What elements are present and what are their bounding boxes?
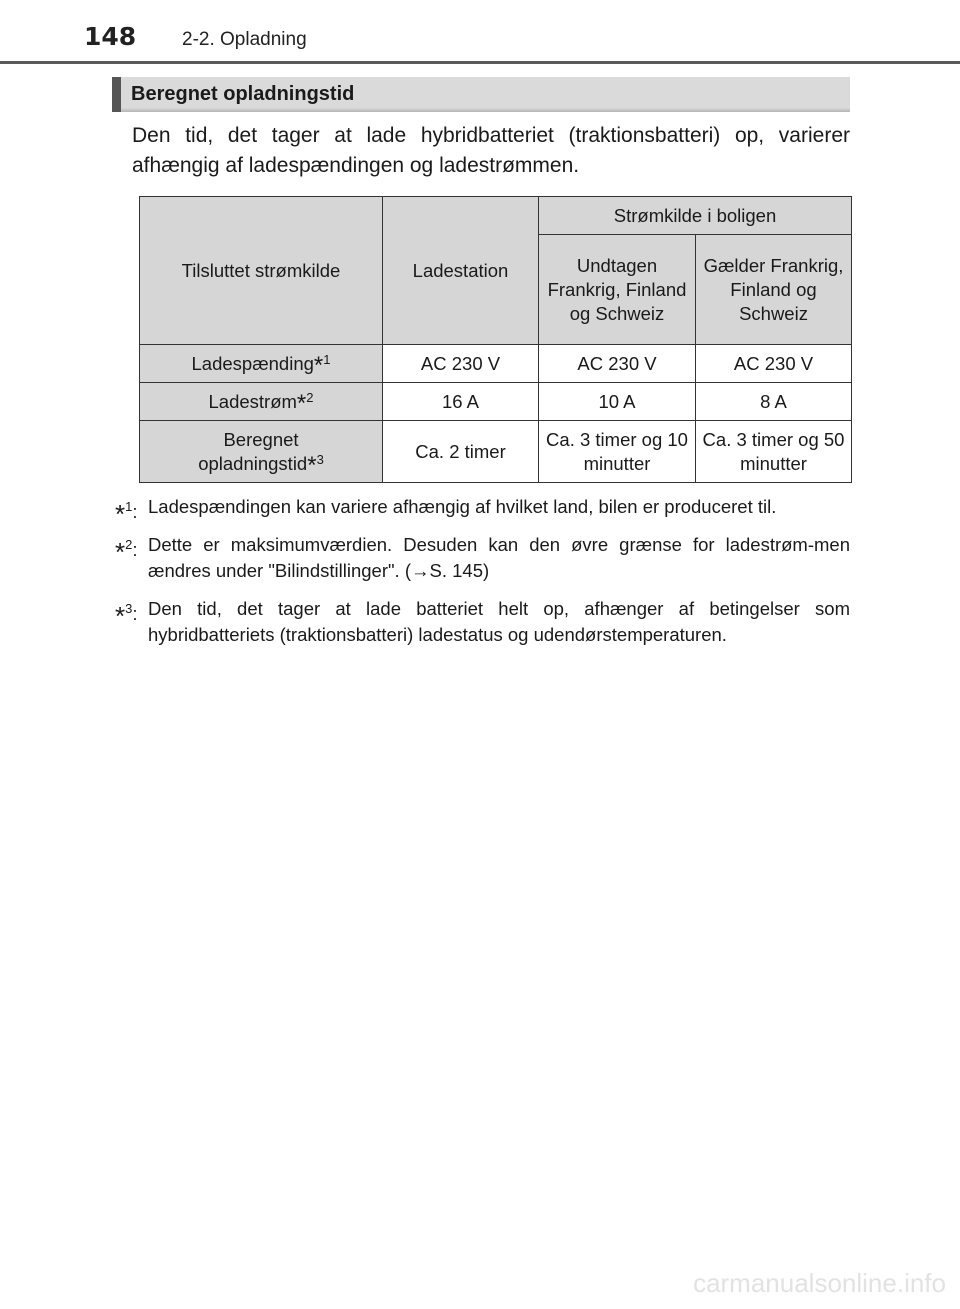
page-number: 148 bbox=[84, 22, 137, 51]
footnote-1 bbox=[115, 494, 850, 529]
table-row-current bbox=[140, 383, 852, 421]
charging-spec-table bbox=[139, 196, 852, 483]
intro-paragraph: Den tid, det tager at lade hybridbatteriet (traktionsbatteri) op, varierer afhængig af ladespændingen og ladestrømmen. bbox=[132, 124, 850, 177]
footnote-text: Dette er maksimumværdien. Desuden kan den øvre grænse for ladestrøm-men ændres under "Bilindstillinger". (→S. 145) bbox=[148, 534, 850, 581]
watermark: carmanualsonline.info bbox=[693, 1268, 946, 1298]
row-label-charging-time: Beregnet opladningstid*$^3$ bbox=[140, 421, 383, 483]
cell-voltage-excl: AC 230 V bbox=[539, 345, 696, 383]
cell-voltage-station: AC 230 V bbox=[383, 345, 539, 383]
footnote-marker: *$^3$: bbox=[115, 601, 138, 631]
footnote-marker: *$^1$: bbox=[115, 499, 138, 529]
row-label-voltage: Ladespænding*$^1$ bbox=[140, 345, 383, 383]
footnote-3 bbox=[115, 596, 850, 648]
header-connected-source: Tilsluttet strømkilde bbox=[140, 197, 383, 345]
footnote-text: Den tid, det tager at lade batteriet helt op, afhænger af betingelser som hybridbatteriets (traktionsbatteri) ladestatus og udendørstemperaturen. bbox=[148, 598, 850, 645]
cell-current-station: 16 A bbox=[383, 383, 539, 421]
section-heading-text: Beregnet opladningstid bbox=[131, 83, 355, 105]
cell-current-incl: 8 A bbox=[696, 383, 852, 421]
cell-voltage-incl: AC 230 V bbox=[696, 345, 852, 383]
header-home-excluding: Undtagen Frankrig, Finland og Schweiz bbox=[539, 235, 696, 345]
header-home-including: Gælder Frankrig, Finland og Schweiz bbox=[696, 235, 852, 345]
footnote-2 bbox=[115, 532, 850, 584]
cell-time-station: Ca. 2 timer bbox=[383, 421, 539, 483]
cell-current-excl: 10 A bbox=[539, 383, 696, 421]
section-heading bbox=[112, 77, 850, 112]
footnote-marker: *$^2$: bbox=[115, 537, 138, 567]
cell-time-incl: Ca. 3 timer og 50 minutter bbox=[696, 421, 852, 483]
table-row-charging-time bbox=[140, 421, 852, 483]
header-charging-station: Ladestation bbox=[383, 197, 539, 345]
row-label-current: Ladestrøm*$^2$ bbox=[140, 383, 383, 421]
table-row-voltage bbox=[140, 345, 852, 383]
header-home-power-source: Strømkilde i boligen bbox=[539, 197, 852, 235]
chapter-title: 2-2. Opladning bbox=[182, 29, 307, 50]
cell-time-excl: Ca. 3 timer og 10 minutter bbox=[539, 421, 696, 483]
footnote-text: Ladespændingen kan variere afhængig af hvilket land, bilen er produceret til. bbox=[148, 496, 777, 517]
page-header bbox=[0, 0, 960, 68]
footnotes bbox=[115, 494, 850, 660]
header-divider bbox=[0, 61, 960, 64]
